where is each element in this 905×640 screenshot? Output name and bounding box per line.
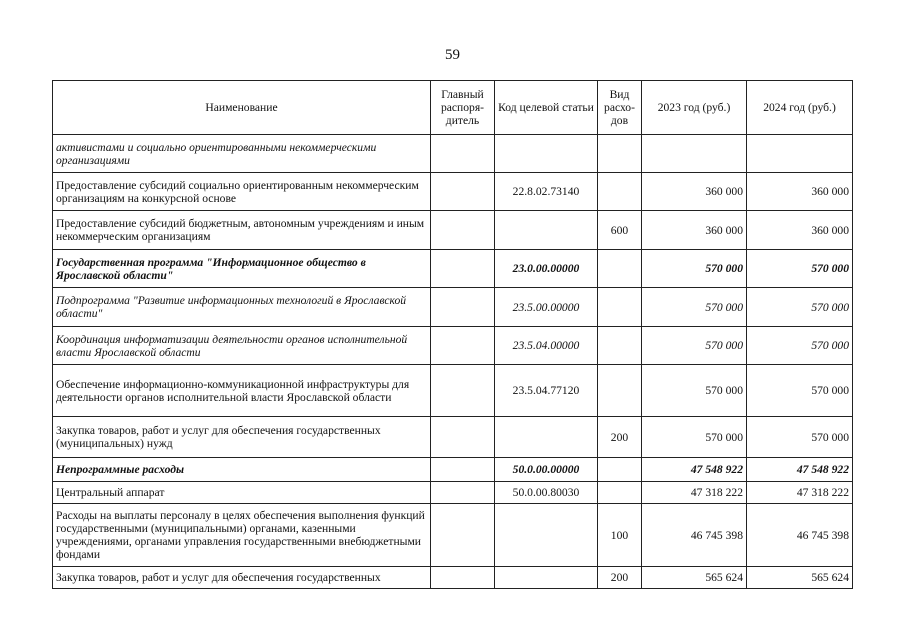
- row-name-cell: Подпрограмма "Развитие информационных технологий в Ярославской области": [53, 288, 431, 327]
- row-vid-cell: [598, 250, 642, 288]
- row-vid-cell: [598, 173, 642, 211]
- row-2023-cell: 360 000: [642, 173, 747, 211]
- row-glavny-cell: [431, 173, 495, 211]
- row-name-cell: Расходы на выплаты персоналу в целях обеспечения выполнения функций государственными (муниципальными) органами, казенными учреждениями, органами управления государственными внебюджетными фондами: [53, 504, 431, 567]
- row-vid-cell: [598, 482, 642, 504]
- row-name-cell: Координация информатизации деятельности органов исполнительной власти Ярославской области: [53, 327, 431, 365]
- table-row: [53, 365, 853, 417]
- row-name-cell: Предоставление субсидий бюджетным, автономным учреждениям и иным некоммерческим организациям: [53, 211, 431, 250]
- row-glavny-cell: [431, 211, 495, 250]
- table-row: [53, 135, 853, 173]
- row-2023-cell: 47 548 922: [642, 458, 747, 482]
- budget-table: [52, 80, 853, 589]
- row-2024-cell: 570 000: [747, 327, 853, 365]
- row-code-cell: 23.5.00.00000: [495, 288, 598, 327]
- table-row: [53, 567, 853, 589]
- header-vid: Вид расхо-дов: [598, 81, 642, 135]
- row-code-cell: 23.0.00.00000: [495, 250, 598, 288]
- row-vid-cell: [598, 327, 642, 365]
- row-2024-cell: 570 000: [747, 288, 853, 327]
- table-header: [53, 81, 853, 135]
- row-vid-cell: [598, 288, 642, 327]
- row-2024-cell: 46 745 398: [747, 504, 853, 567]
- table-row: [53, 327, 853, 365]
- row-glavny-cell: [431, 288, 495, 327]
- row-glavny-cell: [431, 250, 495, 288]
- row-glavny-cell: [431, 567, 495, 589]
- row-name-cell: Государственная программа "Информационное общество в Ярославской области": [53, 250, 431, 288]
- header-code: Код целевой статьи: [495, 81, 598, 135]
- row-name-cell: Непрограммные расходы: [53, 458, 431, 482]
- row-name-cell: Предоставление субсидий социально ориентированным некоммерческим организациям на конкурсной основе: [53, 173, 431, 211]
- row-code-cell: 23.5.04.00000: [495, 327, 598, 365]
- header-name: Наименование: [53, 81, 431, 135]
- row-2024-cell: 47 548 922: [747, 458, 853, 482]
- row-2023-cell: 570 000: [642, 365, 747, 417]
- table-row: [53, 250, 853, 288]
- table-row: [53, 482, 853, 504]
- row-code-cell: [495, 211, 598, 250]
- row-2023-cell: 570 000: [642, 327, 747, 365]
- row-code-cell: 50.0.00.80030: [495, 482, 598, 504]
- row-vid-cell: [598, 458, 642, 482]
- row-2023-cell: 47 318 222: [642, 482, 747, 504]
- row-code-cell: 22.8.02.73140: [495, 173, 598, 211]
- row-glavny-cell: [431, 365, 495, 417]
- row-vid-cell: [598, 135, 642, 173]
- row-vid-cell: 200: [598, 417, 642, 458]
- header-glavny: Главный распоря-дитель: [431, 81, 495, 135]
- row-code-cell: [495, 417, 598, 458]
- row-vid-cell: 600: [598, 211, 642, 250]
- header-2024: 2024 год (руб.): [747, 81, 853, 135]
- row-vid-cell: 100: [598, 504, 642, 567]
- table-row: [53, 458, 853, 482]
- row-2023-cell: 570 000: [642, 250, 747, 288]
- table-row: [53, 504, 853, 567]
- row-name-cell: Обеспечение информационно-коммуникационной инфраструктуры для деятельности органов исполнительной власти Ярославской области: [53, 365, 431, 417]
- row-name-cell: активистами и социально ориентированными некоммерческими организациями: [53, 135, 431, 173]
- row-glavny-cell: [431, 417, 495, 458]
- row-glavny-cell: [431, 135, 495, 173]
- page-number: 59: [445, 47, 460, 63]
- row-2024-cell: 47 318 222: [747, 482, 853, 504]
- row-2023-cell: 360 000: [642, 211, 747, 250]
- row-glavny-cell: [431, 482, 495, 504]
- row-name-cell: Закупка товаров, работ и услуг для обеспечения государственных: [53, 567, 431, 589]
- row-2024-cell: 360 000: [747, 173, 853, 211]
- row-code-cell: 23.5.04.77120: [495, 365, 598, 417]
- row-code-cell: [495, 504, 598, 567]
- header-2023: 2023 год (руб.): [642, 81, 747, 135]
- table-body: [53, 135, 853, 589]
- table-row: [53, 417, 853, 458]
- row-2024-cell: 565 624: [747, 567, 853, 589]
- row-2024-cell: 570 000: [747, 417, 853, 458]
- row-vid-cell: [598, 365, 642, 417]
- row-2024-cell: 360 000: [747, 211, 853, 250]
- row-2023-cell: 565 624: [642, 567, 747, 589]
- row-2023-cell: 570 000: [642, 288, 747, 327]
- row-name-cell: Закупка товаров, работ и услуг для обеспечения государственных (муниципальных) нужд: [53, 417, 431, 458]
- row-2023-cell: [642, 135, 747, 173]
- row-glavny-cell: [431, 504, 495, 567]
- row-glavny-cell: [431, 458, 495, 482]
- row-2024-cell: 570 000: [747, 250, 853, 288]
- table-row: [53, 211, 853, 250]
- row-2023-cell: 570 000: [642, 417, 747, 458]
- table-row: [53, 173, 853, 211]
- table-row: [53, 288, 853, 327]
- row-vid-cell: 200: [598, 567, 642, 589]
- row-2024-cell: 570 000: [747, 365, 853, 417]
- row-glavny-cell: [431, 327, 495, 365]
- row-name-cell: Центральный аппарат: [53, 482, 431, 504]
- row-code-cell: 50.0.00.00000: [495, 458, 598, 482]
- row-code-cell: [495, 567, 598, 589]
- row-2024-cell: [747, 135, 853, 173]
- row-2023-cell: 46 745 398: [642, 504, 747, 567]
- row-code-cell: [495, 135, 598, 173]
